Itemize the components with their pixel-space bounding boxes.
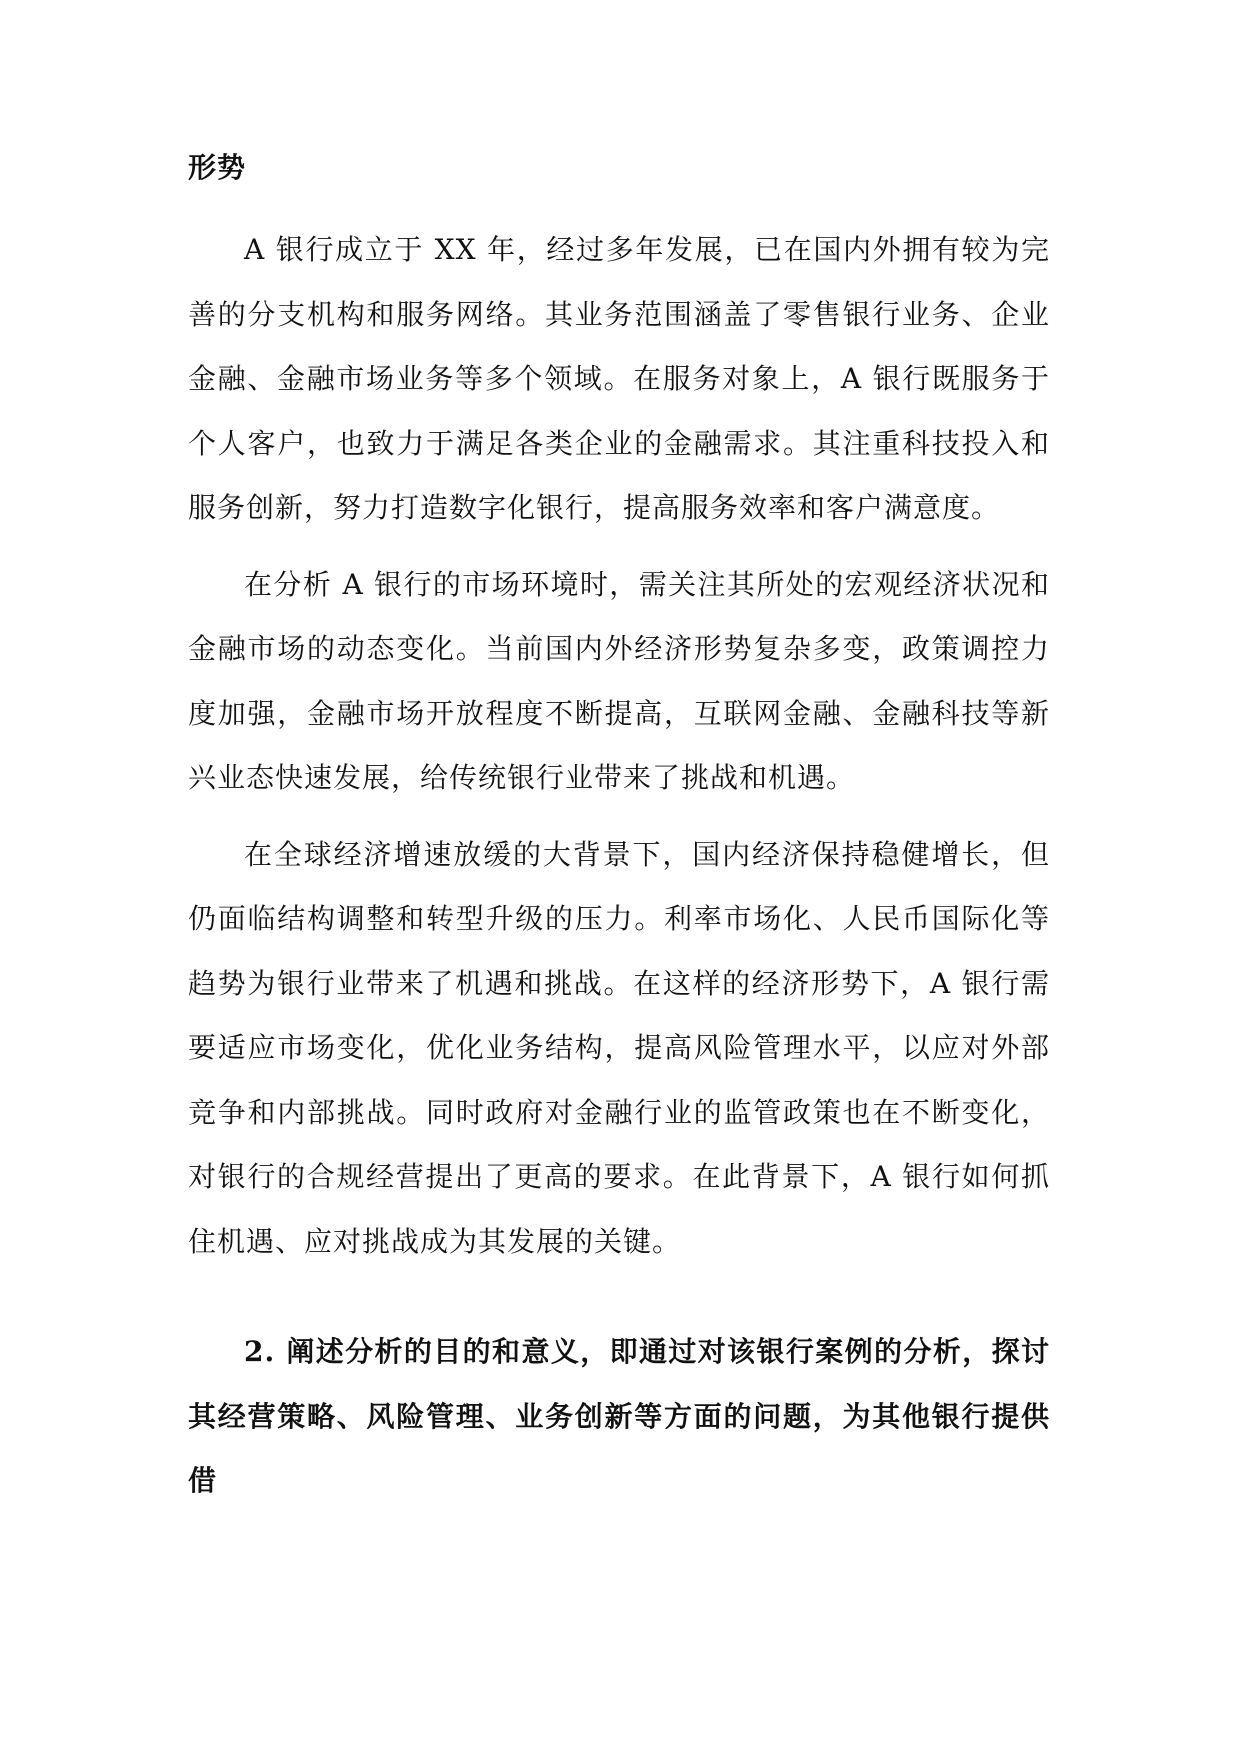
document-content <box>188 146 1050 1514</box>
paragraph-bank-overview: A 银行成立于 XX 年，经过多年发展，已在国内外拥有较为完善的分支机构和服务网络。其业务范围涵盖了零售银行业务、企业金融、金融市场业务等多个领域。在服务对象上，A 银行既服务于个人客户，也致力于满足各类企业的金融需求。其注重科技投入和服务创新，努力打造数字化银行，提高服务效率和客户满意度。 <box>188 233 1050 524</box>
heading-text: 形势 <box>188 151 247 184</box>
paragraph-economic-background: 在全球经济增速放缓的大背景下，国内经济保持稳健增长，但仍面临结构调整和转型升级的压力。利率市场化、人民币国际化等趋势为银行业带来了机遇和挑战。在这样的经济形势下，A 银行需要适应市场变化，优化业务结构，提高风险管理水平，以应对外部竞争和内部挑战。同时政府对金融行业的监管政策也在不断变化，对银行的合规经营提出了更高的要求。在此背景下，A 银行如何抓住机遇、应对挑战成为其发展的关键。 <box>188 837 1050 1258</box>
paragraph-market-environment: 在分析 A 银行的市场环境时，需关注其所处的宏观经济状况和金融市场的动态变化。当前国内外经济形势复杂多变，政策调控力度加强，金融市场开放程度不断提高，互联网金融、金融科技等新兴业态快速发展，给传统银行业带来了挑战和机遇。 <box>188 567 1050 794</box>
section-heading-purpose: 2. 阐述分析的目的和意义，即通过对该银行案例的分析，探讨其经营策略、风险管理、业务创新等方面的问题，为其他银行提供借 <box>188 1335 1050 1497</box>
